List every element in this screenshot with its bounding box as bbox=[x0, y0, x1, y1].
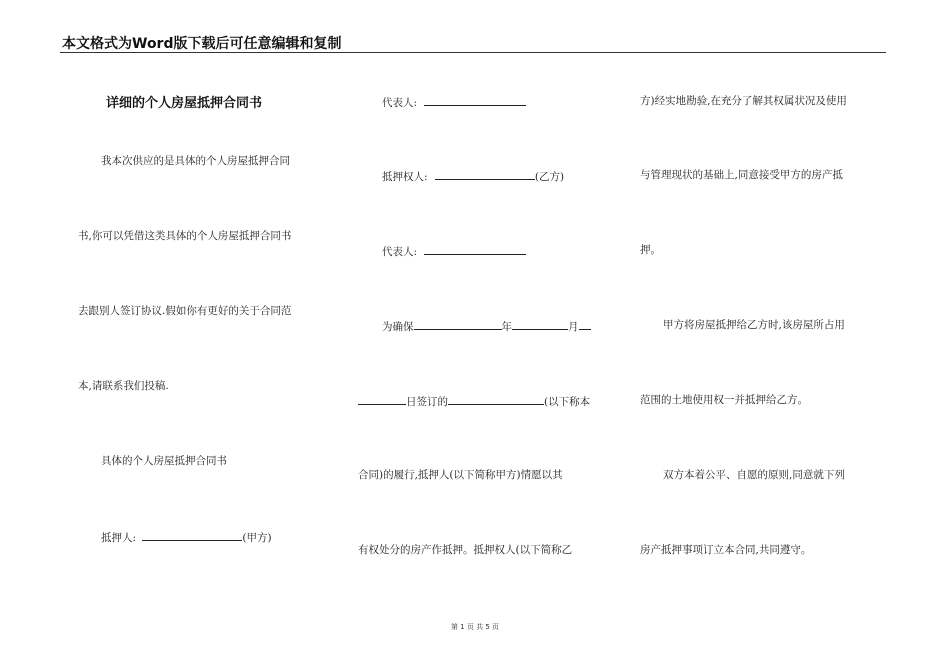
col3-line-7: 房产抵押事项订立本合同,共同遵守。 bbox=[640, 544, 812, 556]
mortgagor-blank bbox=[142, 529, 242, 541]
ensure-prefix: 为确保 bbox=[382, 321, 414, 333]
intro-line-4: 本,请联系我们投稿. bbox=[78, 380, 169, 392]
property-mortgage-line: 有权处分的房产作抵押。抵押权人(以下简称乙 bbox=[358, 544, 573, 556]
document-title: 详细的个人房屋抵押合同书 bbox=[106, 96, 263, 111]
year-label: 年 bbox=[501, 321, 512, 333]
col3-line-6: 双方本着公平、自愿的原则,同意就下列 bbox=[663, 469, 845, 481]
representative-label-1: 代表人: bbox=[382, 97, 418, 109]
col3-line-3: 押。 bbox=[640, 244, 661, 256]
representative-line-2 bbox=[382, 243, 526, 259]
day-blank bbox=[579, 318, 591, 330]
month-label: 月 bbox=[568, 321, 579, 333]
party-b-label: (乙方) bbox=[534, 171, 565, 183]
contract-subtitle: 具体的个人房屋抵押合同书 bbox=[101, 455, 227, 467]
month-blank bbox=[512, 318, 568, 330]
header-divider bbox=[60, 52, 886, 53]
col3-line-2: 与管理现状的基础上,同意接受甲方的房产抵 bbox=[640, 169, 843, 181]
day-continuation-blank bbox=[358, 393, 406, 405]
representative-blank-1 bbox=[424, 94, 526, 106]
col3-line-1: 方)经实地勘验,在充分了解其权属状况及使用 bbox=[640, 95, 847, 107]
col3-line-5: 范围的土地使用权一并抵押给乙方。 bbox=[640, 394, 808, 406]
page-number-footer: 第 1 页 共 5 页 bbox=[450, 623, 500, 631]
day-signed-label: 日签订的 bbox=[406, 396, 448, 408]
representative-blank-2 bbox=[424, 243, 526, 255]
hereinafter-main-label: (以下称本 bbox=[544, 396, 591, 408]
mortgagee-label: 抵押权人: bbox=[382, 171, 428, 183]
intro-line-2: 书,你可以凭借这类具体的个人房屋抵押合同书 bbox=[78, 230, 292, 242]
mortgagee-blank bbox=[435, 168, 535, 180]
main-contract-blank bbox=[448, 393, 544, 405]
intro-line-3: 去跟别人签订协议.假如你有更好的关于合同范 bbox=[78, 305, 292, 317]
representative-line-1 bbox=[382, 94, 526, 110]
download-note-header: 本文格式为Word版下载后可任意编辑和复制 bbox=[62, 36, 342, 52]
representative-label-2: 代表人: bbox=[382, 246, 418, 258]
mortgagor-line bbox=[101, 529, 272, 545]
mortgagor-label: 抵押人: bbox=[101, 532, 137, 544]
mortgagee-line bbox=[382, 168, 564, 184]
party-a-label: (甲方) bbox=[242, 532, 272, 544]
year-blank bbox=[414, 318, 502, 330]
col3-line-4: 甲方将房屋抵押给乙方时,该房屋所占用 bbox=[663, 319, 845, 331]
signed-line bbox=[358, 393, 590, 409]
intro-line-1: 我本次供应的是具体的个人房屋抵押合同 bbox=[101, 155, 290, 167]
ensure-date-line bbox=[382, 318, 591, 334]
contract-performance-line: 合同)的履行,抵押人(以下简称甲方)情愿以其 bbox=[358, 469, 563, 481]
